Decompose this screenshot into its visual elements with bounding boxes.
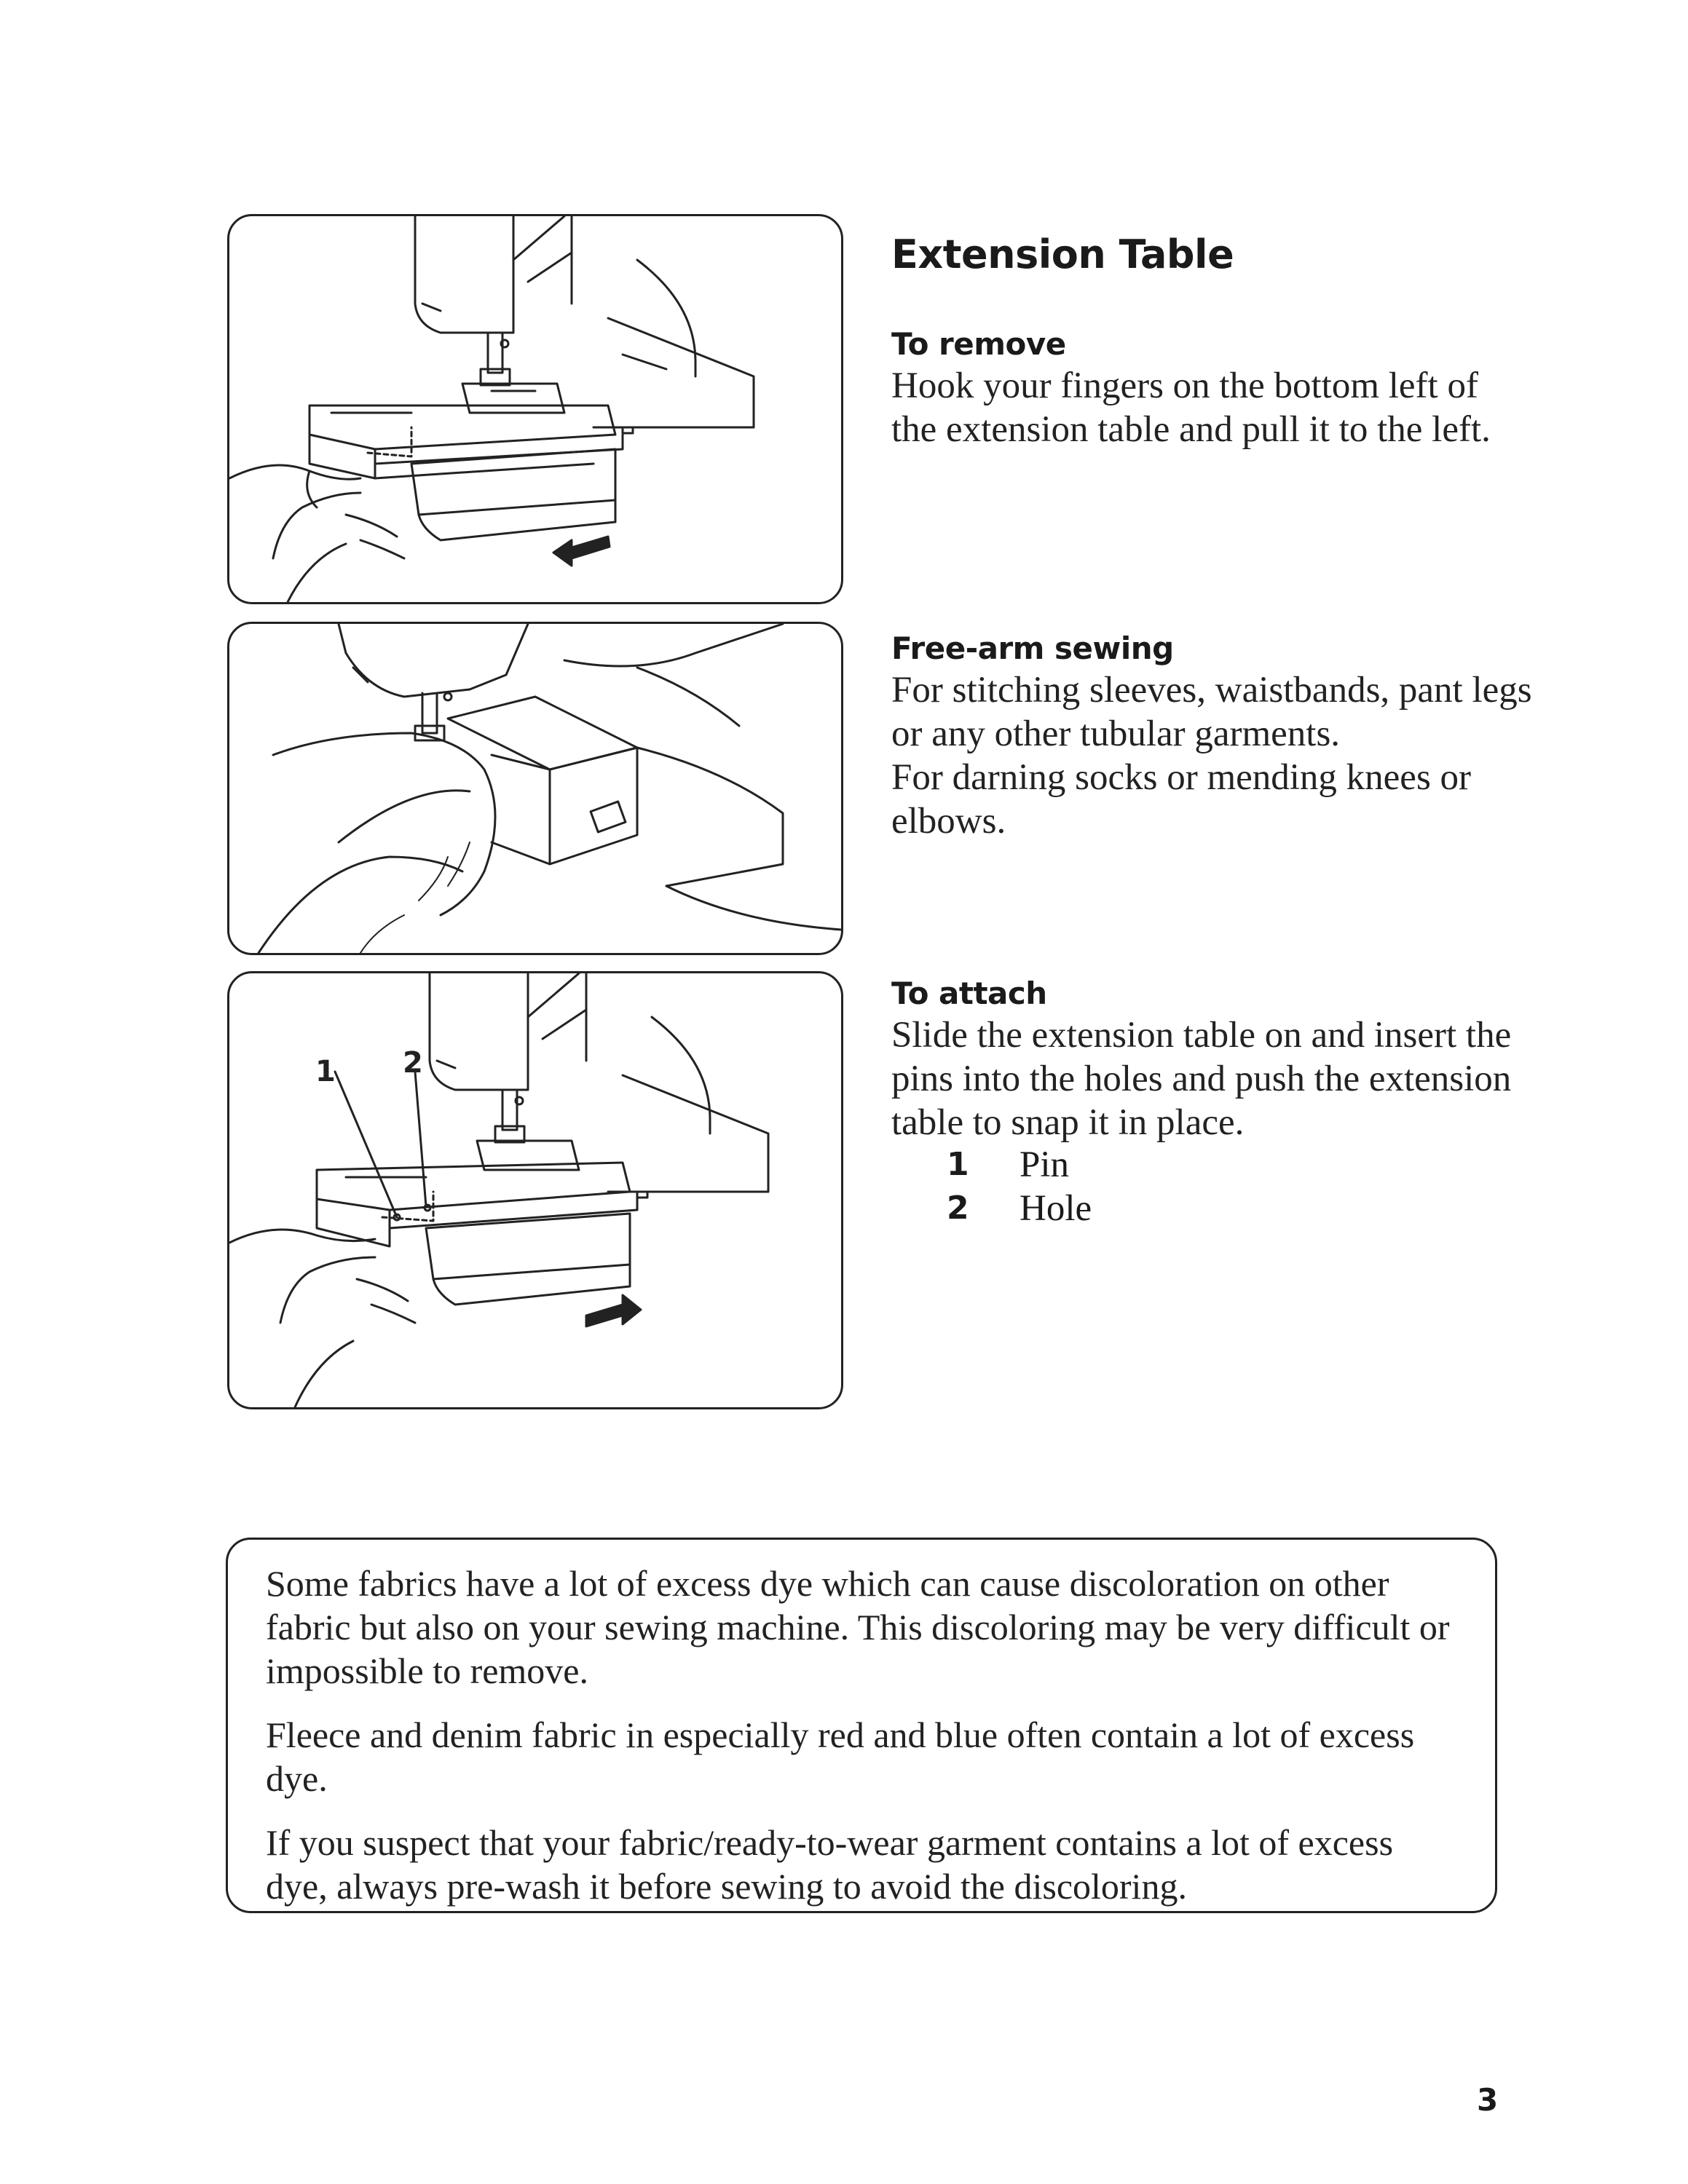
note-paragraph: Some fabrics have a lot of excess dye which can cause discoloration on other fabric but also on your sewing machine. This discoloring may be very difficult or impossible to remove. [266,1563,1450,1691]
freearm-heading: Free-arm sewing [891,630,1174,666]
note-paragraph: Fleece and denim fabric in especially red and blue often contain a lot of excess dye. [266,1714,1415,1799]
legend-item-pin [947,1143,1092,1187]
legend-number: 2 [947,1190,969,1227]
figure-label-pin: 1 [315,1055,336,1088]
legend-number: 1 [947,1146,969,1183]
legend-item-hole [947,1187,1092,1230]
attach-illustration [227,971,843,1409]
freearm-line-2: For darning socks or mending knees or elbows. [891,757,1472,842]
attach-heading: To attach [891,976,1047,1011]
remove-paragraph: Hook your fingers on the bottom left of the extension table and pull it to the left. [891,365,1491,450]
legend-label: Pin [1019,1144,1070,1185]
freearm-illustration [227,622,843,955]
dye-warning-box [226,1538,1497,1913]
attach-paragraph: Slide the extension table on and insert the pins into the holes and push the extension table to snap it in place. [891,1015,1512,1143]
figure-label-hole: 2 [403,1046,423,1080]
attach-legend [947,1143,1092,1230]
page-title: Extension Table [891,232,1234,277]
attach-text [891,1013,1532,1144]
remove-heading: To remove [891,326,1066,362]
page-number: 3 [1477,2082,1499,2118]
freearm-text [891,668,1532,843]
remove-text [891,364,1532,451]
note-paragraph: If you suspect that your fabric/ready-to-wear garment contains a lot of excess dye, always pre-wash it before sewing to avoid the discoloring. [266,1822,1394,1907]
legend-label: Hole [1019,1188,1092,1229]
freearm-line-1: For stitching sleeves, waistbands, pant legs or any other tubular garments. [891,670,1532,754]
remove-illustration [227,214,843,604]
